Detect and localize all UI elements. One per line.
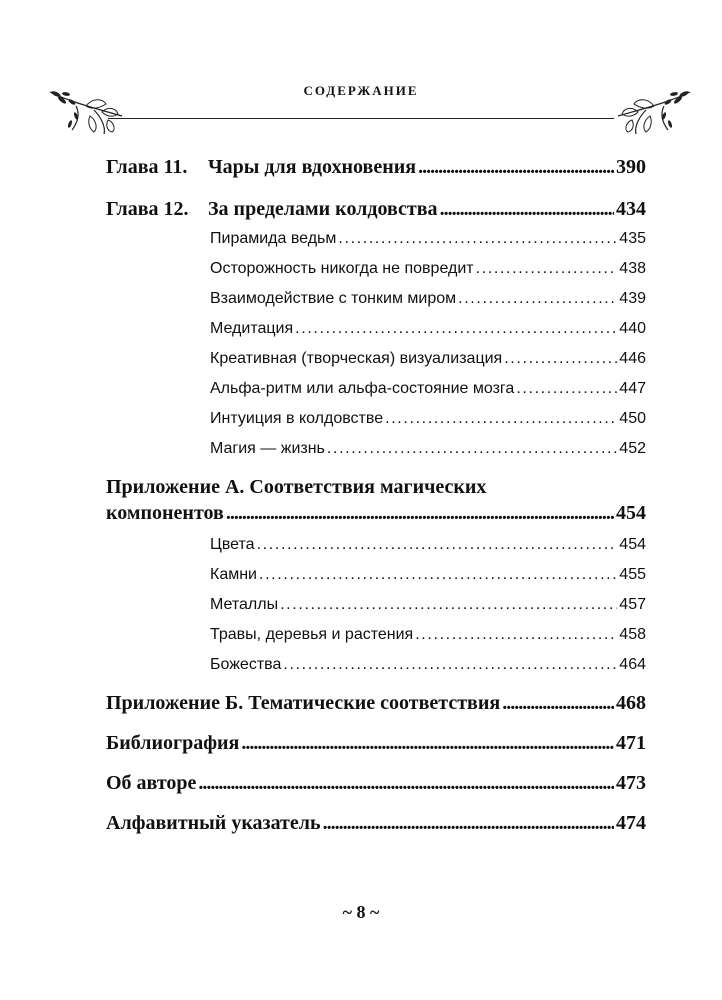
toc-entry-about-author[interactable] [106,772,646,795]
subentry-title: Медитация [210,320,294,337]
toc-subentry[interactable] [210,380,646,398]
leader-dots [280,596,617,614]
toc-subentry[interactable] [210,536,646,554]
laurel-ornament-right-icon [614,86,694,136]
toc-entry-chapter-12[interactable] [106,198,646,221]
subentry-title: Магия — жизнь [210,440,325,457]
page-number: 447 [619,380,646,397]
toc-subentry[interactable] [210,230,646,248]
leader-dots [327,440,617,458]
toc-subentry[interactable] [210,350,646,368]
subentry-title: Цвета [210,536,255,553]
page-number: 471 [616,732,646,754]
subentry-title: Божества [210,656,282,673]
appendix-title-continued: компонентов [106,502,224,524]
entry-title: Алфавитный указатель [106,812,321,834]
toc-subentry[interactable] [210,566,646,584]
page-number: 464 [619,656,646,673]
leader-dots [385,410,617,428]
page-number: 474 [616,812,646,834]
toc-entry-appendix-a[interactable] [106,502,646,525]
page-footer-number: ~ 8 ~ [342,902,380,922]
subentry-title: Креативная (творческая) визуализация [210,350,503,367]
leader-dots [323,812,614,835]
leader-dots [241,732,614,755]
leader-dots [502,692,614,715]
subentry-title: Альфа-ритм или альфа-состояние мозга [210,380,515,397]
toc-subentry[interactable] [210,656,646,674]
leader-dots [198,772,614,795]
leader-dots [283,656,617,674]
toc-entry-appendix-b[interactable] [106,692,646,715]
toc-subentry[interactable] [210,626,646,644]
appendix-title: Приложение Б. Тематические соответствия [106,692,501,714]
leader-dots [516,380,617,398]
leader-dots [440,198,614,221]
chapter-title: Чары для вдохновения [208,156,417,178]
page-number: 390 [616,156,646,178]
toc-entry-index[interactable] [106,812,646,835]
subentry-title: Травы, деревья и растения [210,626,414,643]
page-number: 438 [619,260,646,277]
toc-subentry[interactable] [210,260,646,278]
chapter-title: За пределами колдовства [208,198,438,220]
page-number: 450 [619,410,646,427]
page-number: 468 [616,692,646,714]
page-number: 435 [619,230,646,247]
leader-dots [259,566,617,584]
page-number: 458 [619,626,646,643]
leader-dots [476,260,618,278]
toc-subentry[interactable] [210,596,646,614]
laurel-ornament-left-icon [46,86,126,136]
subentry-title: Взаимодействие с тонким миром [210,290,457,307]
page-number: 452 [619,440,646,457]
header-rule [108,118,614,119]
subentry-title: Камни [210,566,257,583]
toc-entry-appendix-a-line1[interactable]: Приложение А. Соответствия магических [106,476,487,498]
subentry-title: Осторожность никогда не повредит [210,260,474,277]
page-number: 440 [619,320,646,337]
page-number: 455 [619,566,646,583]
entry-title: Библиография [106,732,240,754]
subentry-title: Пирамида ведьм [210,230,337,247]
chapter-number: Глава 12. [106,198,189,220]
page-number: 473 [616,772,646,794]
leader-dots [338,230,617,248]
leader-dots [458,290,617,308]
entry-title: Об автоpе [106,772,197,794]
toc-subentry[interactable] [210,320,646,338]
toc-entry-chapter-11[interactable] [106,156,646,179]
leader-dots [226,502,614,525]
page-number: 457 [619,596,646,613]
page-number: 446 [619,350,646,367]
toc-subentry[interactable] [210,440,646,458]
chapter-number: Глава 11. [106,156,188,178]
page-number: 439 [619,290,646,307]
leader-dots [418,156,614,179]
toc-subentry[interactable] [210,290,646,308]
leader-dots [295,320,617,338]
leader-dots [415,626,617,644]
subentry-title: Интуиция в колдовстве [210,410,384,427]
toc-subentry[interactable] [210,410,646,428]
leader-dots [257,536,618,554]
page-number: 434 [616,198,646,220]
page-number: 454 [619,536,646,553]
leader-dots [504,350,617,368]
toc-entry-bibliography[interactable] [106,732,646,755]
subentry-title: Металлы [210,596,279,613]
page-header-title: СОДЕРЖАНИЕ [303,83,419,98]
page-number: 454 [616,502,646,524]
